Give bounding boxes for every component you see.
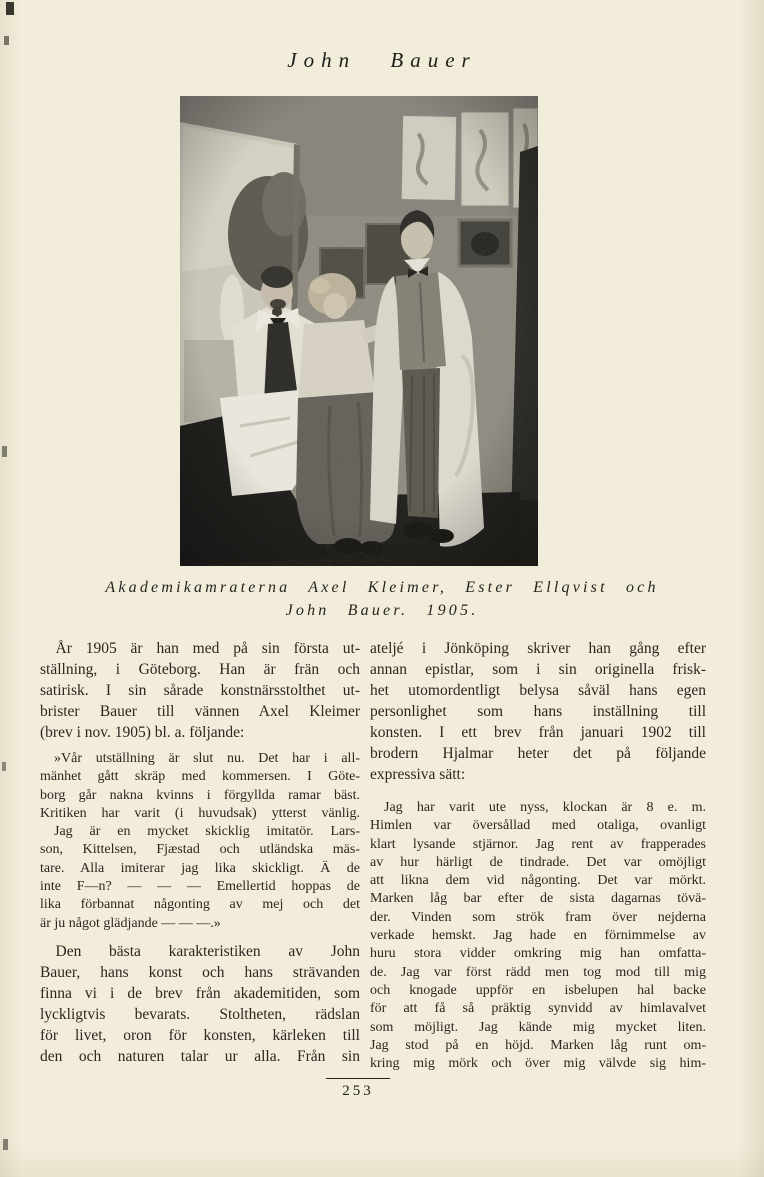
text-line: Himlen var översållad med otaliga, ovanligt <box>370 818 706 834</box>
text-line: verkade hemskt. Jag hade en förnimmelse av <box>370 928 706 944</box>
text-line: för livet, oron för konsten, kärleken till <box>40 1026 360 1044</box>
text-line: huru stora vidder omkring mig han omfatta- <box>370 946 706 962</box>
page-number-value: 253 <box>342 1083 374 1099</box>
text-line: Kritiken har varit (i huvudsak) ytterst vänlig. <box>40 805 360 821</box>
text-line: lika förbannat någonting av mej och det <box>40 897 360 913</box>
text-line: Jag stod på en höjd. Marken låg runt om- <box>370 1037 706 1053</box>
studio-photograph <box>180 96 538 566</box>
text-line: satirisk. I sin sårade konstnärsstolthet ut- <box>40 682 360 699</box>
text-line: finna vi i de brev från akademitiden, som <box>40 984 360 1002</box>
caption-line-2: John Bauer. 1905. <box>285 602 479 619</box>
text-line: son, Kittelsen, Fjæstad och utländska mäs- <box>40 842 360 858</box>
text-line: personlighet som hans inställning till <box>370 703 706 720</box>
text-line: brodern Hjalmar heter det på följande <box>370 745 706 762</box>
left-column <box>40 638 360 1067</box>
text-line: ateljé i Jönköping skriver han gång efter <box>370 640 706 657</box>
text-line: att likna dem vid någonting. Det var mörkt. <box>370 873 706 889</box>
scan-artifact <box>4 36 9 45</box>
text-line: mänhet gått skräp med kommersen. I Göte- <box>40 769 360 785</box>
text-line: het utomordentligt belysa såväl hans egen <box>370 682 706 699</box>
text-line: expressiva sätt: <box>370 766 466 783</box>
text-line: Bauer, hans konst och hans strävanden <box>40 963 360 981</box>
text-line: konsten. I ett brev från januari 1902 till <box>370 724 706 741</box>
page-title: John Bauer <box>287 48 477 72</box>
text-line: lyckligtvis bevarats. Stoltheten, rädslan <box>40 1005 360 1023</box>
right-paragraph-1 <box>370 638 706 785</box>
left-paragraph-2 <box>40 941 360 1067</box>
text-line: för att få så präktig synvidd av himlavalvet <box>370 1001 706 1017</box>
text-line: »Vår utställning är slut nu. Det har i all- <box>40 751 360 766</box>
right-quote-block <box>370 799 706 1073</box>
left-quote-block <box>40 750 360 933</box>
scan-artifact <box>6 2 14 15</box>
text-line: borg går nakna kvinns i förgyllda ramar bäst. <box>40 787 360 803</box>
text-line: inte F—n? — — — Emellertid hoppas de <box>40 879 360 895</box>
text-line: Den bästa karakteristiken av John <box>40 942 360 960</box>
text-line: av hur härligt de tindrade. Det var omöjligt <box>370 854 706 870</box>
left-paragraph-1 <box>40 638 360 743</box>
scan-artifact <box>2 762 6 771</box>
text-line: den och naturen talar ur alla. Från sin <box>40 1047 360 1065</box>
text-line: kring mig mörk och över mig välvde sig him- <box>370 1056 706 1072</box>
text-line: annan epistlar, som i sin originella frisk- <box>370 661 706 678</box>
text-line: som möjligt. Jag kände mig mycket liten. <box>370 1019 706 1035</box>
text-line: klart lysande stjärnor. Jag rent av frapperades <box>370 836 706 852</box>
text-line: de. Jag var först rädd men tog mod till mig <box>370 964 706 980</box>
text-line: År 1905 är han med på sin första ut- <box>40 640 360 657</box>
photo-caption <box>30 576 734 622</box>
right-column <box>370 638 706 1073</box>
text-line: är ju något glädjande — — —.» <box>40 915 221 931</box>
text-line: Jag är en mycket skicklig imitatör. Lars- <box>40 824 360 840</box>
text-line: (brev i nov. 1905) bl. a. följande: <box>40 724 245 741</box>
text-line: brister Bauer till vännen Axel Kleimer <box>40 703 360 720</box>
text-line: der. Vinden som strök fram över nejderna <box>370 909 706 925</box>
text-line: Jag har varit ute nyss, klockan är 8 e. m. <box>370 800 706 815</box>
text-line: tare. Alla imiterar jag lika skickligt. Ä de <box>40 860 360 876</box>
scan-artifact <box>2 446 7 457</box>
caption-line-1: Akademikamraterna Axel Kleimer, Ester Ellqvist och <box>105 579 659 596</box>
text-line: och knogade uppför en isbelupen hal backe <box>370 982 706 998</box>
text-line: ställning, i Göteborg. Han är frän och <box>40 661 360 678</box>
text-line: Marken låg bar efter de sista dagarnas tövä- <box>370 891 706 907</box>
scan-artifact <box>3 1139 8 1150</box>
studio-photo-image <box>180 96 538 566</box>
page-number <box>326 1078 390 1100</box>
